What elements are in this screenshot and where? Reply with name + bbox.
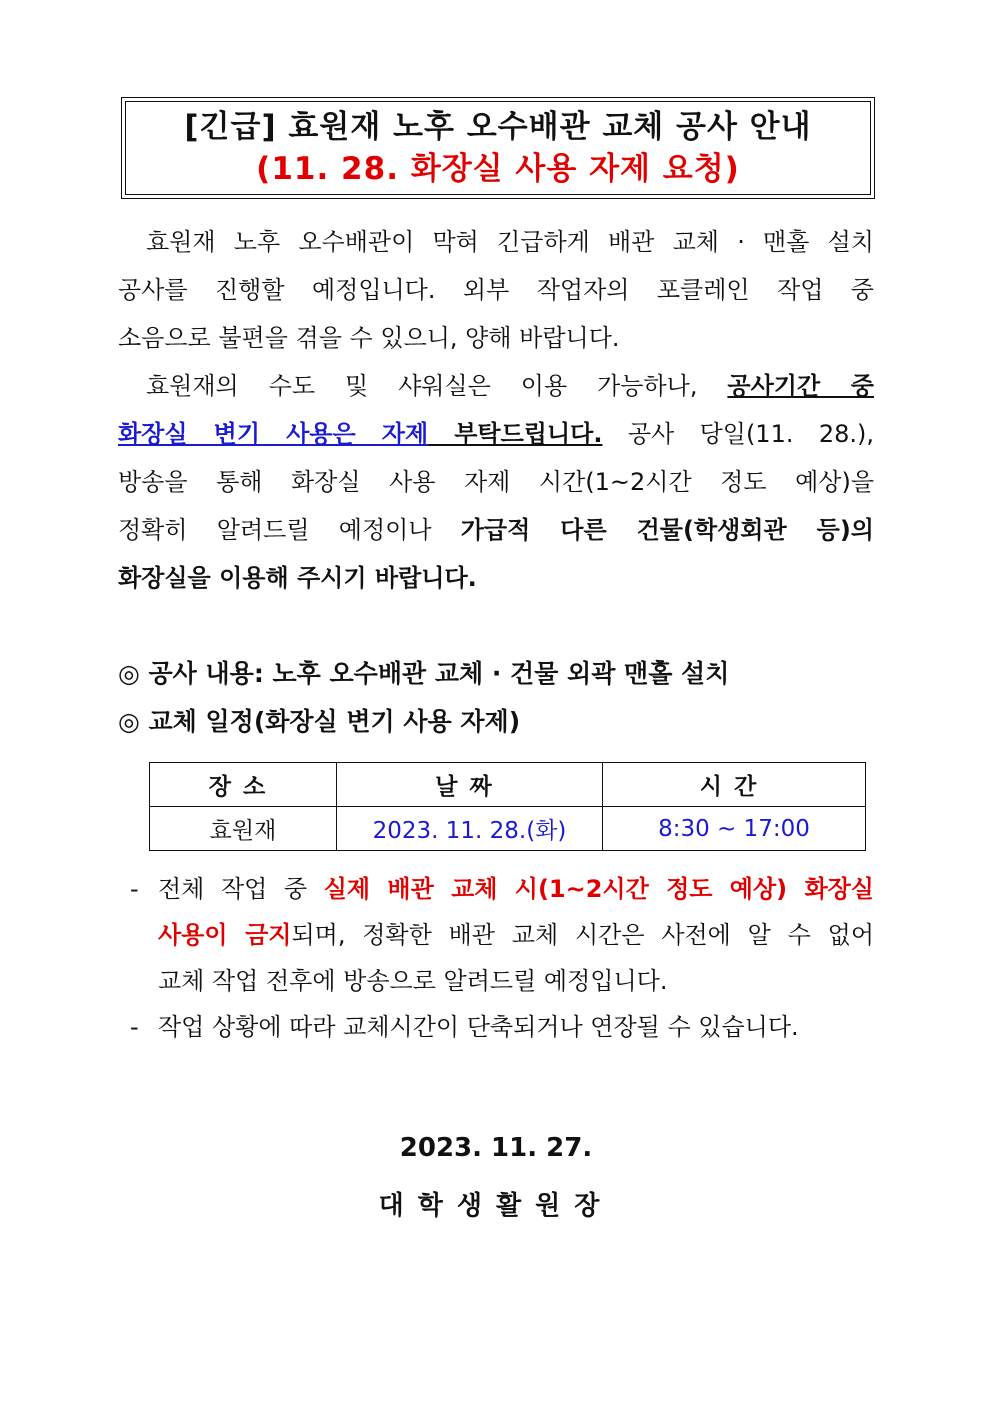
paragraph-2-blue-emphasis: 화장실 변기 사용은 자제 [118, 420, 429, 448]
title-box [121, 97, 875, 199]
item-work-content: ◎ 공사 내용: 노후 오수배관 교체 · 건물 외곽 맨홀 설치 [118, 659, 730, 688]
paragraph-2-line-4-bold: 가급적 다른 건물(학생회관 등)의 [460, 516, 874, 544]
paragraph-1-line-3: 소음으로 불편을 겪을 수 있으니, 양해 바랍니다. [118, 324, 620, 352]
paragraph-2-line-2 [118, 410, 874, 458]
note-1-dash: - [130, 875, 139, 903]
note-2-body [158, 1004, 874, 1050]
title-main: [긴급] 효원재 노후 오수배관 교체 공사 안내 [184, 109, 812, 145]
document-date: 2023. 11. 27. [399, 1133, 593, 1163]
paragraph-2-bold-request: 부탁드립니다. [428, 420, 603, 448]
paragraph-1 [118, 218, 874, 362]
note-1-line-2-text: 되며, 정확한 배관 교체 시간은 사전에 알 수 없어 [291, 921, 874, 949]
notes [130, 866, 874, 1050]
note-2 [130, 1004, 874, 1050]
paragraph-2-line-4-text: 정확히 알려드릴 예정이나 [118, 516, 461, 544]
table-cell-time: 8:30 ~ 17:00 [603, 807, 866, 851]
table-cell-place: 효원재 [150, 807, 337, 851]
paragraph-1-line-1: 효원재 노후 오수배관이 막혀 긴급하게 배관 교체 · 맨홀 설치 [146, 228, 874, 256]
paragraph-2 [118, 362, 874, 602]
note-1-red-emphasis: 실제 배관 교체 시(1~2시간 정도 예상) 화장실 [323, 875, 874, 903]
paragraph-2-line-1-text: 효원재의 수도 및 샤워실은 이용 가능하나, [146, 372, 728, 400]
paragraph-2-emphasis: 공사기간 중 [727, 372, 874, 400]
note-1-line-1 [158, 866, 874, 912]
title-inner-border [125, 101, 871, 195]
item-schedule: ◎ 교체 일정(화장실 변기 사용 자제) [118, 707, 521, 736]
paragraph-2-line-4 [118, 506, 874, 554]
note-1-line-3: 교체 작업 전후에 방송으로 알려드릴 예정입니다. [158, 967, 668, 995]
note-1-line-1-text: 전체 작업 중 [158, 875, 324, 903]
paragraph-2-line-2-text: 공사 당일(11. 28.), [602, 420, 875, 448]
paragraph-2-line-1 [118, 362, 874, 410]
table-header-date: 날짜 [337, 763, 603, 807]
paragraph-2-line-5: 화장실을 이용해 주시기 바랍니다. [118, 564, 477, 592]
title-subtitle: (11. 28. 화장실 사용 자제 요청) [256, 151, 740, 187]
table-header-row [150, 763, 866, 807]
note-2-line: 작업 상황에 따라 교체시간이 단축되거나 연장될 수 있습니다. [158, 1013, 799, 1041]
signature: 대학생활원장 [378, 1191, 614, 1221]
table-header-place: 장소 [150, 763, 337, 807]
table-row [150, 807, 866, 851]
note-2-dash: - [130, 1013, 139, 1041]
note-1-line-2 [158, 912, 874, 958]
paragraph-1-line-2: 공사를 진행할 예정입니다. 외부 작업자의 포클레인 작업 중 [118, 276, 874, 304]
schedule-table [149, 762, 866, 851]
note-1 [130, 866, 874, 1004]
note-1-prohibited: 사용이 금지 [158, 921, 292, 949]
note-1-body [158, 866, 874, 1004]
table-cell-date: 2023. 11. 28.(화) [337, 807, 603, 851]
paragraph-2-line-3: 방송을 통해 화장실 사용 자제 시간(1~2시간 정도 예상)을 [118, 468, 874, 496]
table-header-time: 시간 [603, 763, 866, 807]
